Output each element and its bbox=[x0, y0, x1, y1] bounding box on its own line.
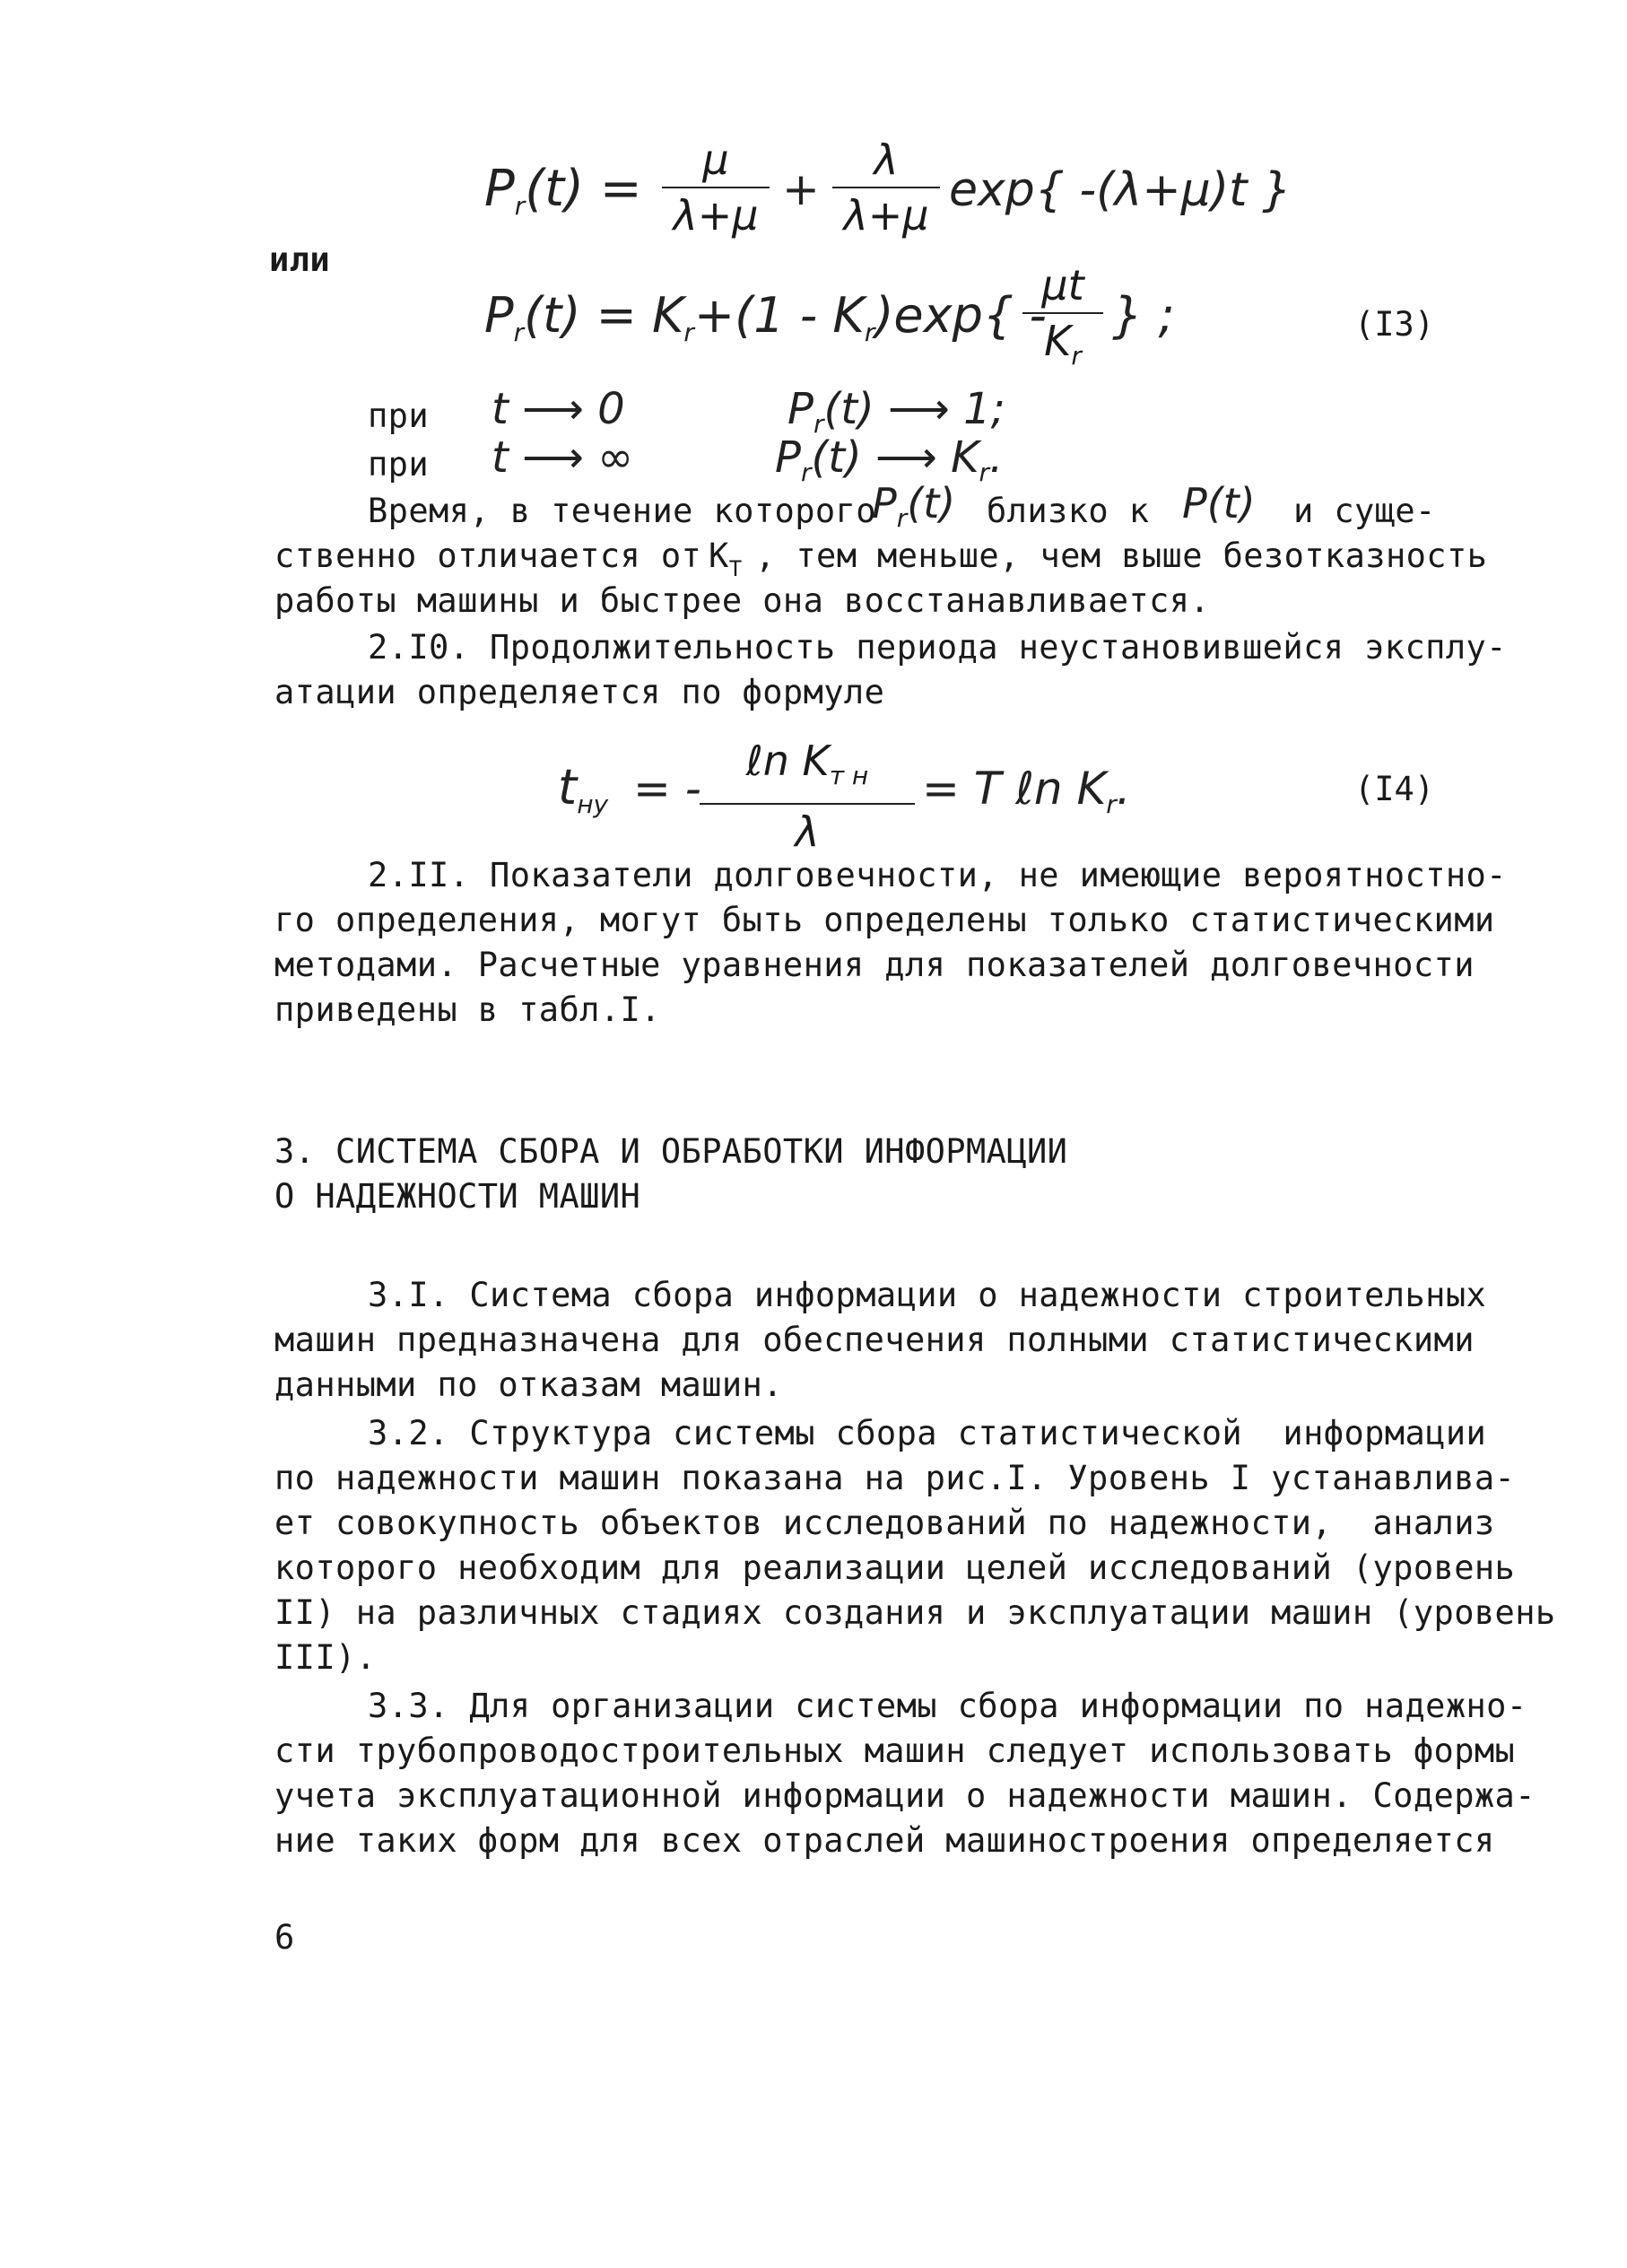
para-time-line-1b: близко к bbox=[987, 492, 1150, 530]
limit-condition-2: t ⟶ ∞ bbox=[492, 432, 634, 483]
para-time-line-2b: , тем меньше, чем выше безотказность bbox=[755, 536, 1488, 575]
para-3-2-line-5: II) на различных стадиях создания и эксплуатации машин (уровень bbox=[274, 1593, 1556, 1632]
formula-14-eq: = - bbox=[633, 763, 701, 815]
para-time-line-1a: Время, в течение которого bbox=[368, 492, 876, 530]
page-number: 6 bbox=[274, 1918, 295, 1957]
formula-12-fraction-2: λ λ+μ bbox=[832, 135, 940, 240]
para-3-3-line-4: ние таких форм для всех отраслей машиностроения определяется bbox=[274, 1821, 1495, 1860]
formula-12-exponent: exp{ -(λ+μ)t } bbox=[949, 163, 1292, 217]
limit-label-1: при bbox=[368, 397, 430, 435]
para-2-11-line-2: го определения, могут быть определены только статистическими bbox=[274, 901, 1495, 939]
equation-number-14: (I4) bbox=[1354, 770, 1435, 808]
formula-12-plus: + bbox=[782, 163, 820, 215]
para-3-2-line-1: 3.2. Структура системы сбора статистической информации bbox=[368, 1414, 1487, 1452]
formula-14-rhs: = T ℓn $K_r$. bbox=[922, 763, 1131, 819]
formula-13-end: } ; bbox=[1112, 287, 1175, 344]
para-time-line-1c: и суще- bbox=[1293, 492, 1436, 530]
para-2-10-line-1: 2.I0. Продолжительность периода неустановившейся эксплу- bbox=[368, 628, 1507, 667]
section-heading-line-1: 3. СИСТЕМА СБОРА И ОБРАБОТКИ ИНФОРМАЦИИ bbox=[274, 1132, 1068, 1171]
equation-number-13: (I3) bbox=[1354, 305, 1435, 344]
para-2-11-line-3: методами. Расчетные уравнения для показателей долговечности bbox=[274, 946, 1475, 984]
limit-result-2: $P_r(t)$ ⟶ $K_r$. bbox=[775, 432, 1004, 487]
limit-condition-1: t ⟶ 0 bbox=[492, 384, 625, 434]
word-or: или bbox=[269, 240, 331, 279]
para-time-kt: $К_Т$ bbox=[709, 536, 743, 581]
formula-14-lhs: $t_{нy}$ bbox=[558, 759, 609, 819]
para-3-3-line-2: сти трубопроводостроительных машин следует использовать формы bbox=[274, 1732, 1516, 1770]
para-2-11-line-1: 2.II. Показатели долговечности, не имеющие вероятностно- bbox=[368, 856, 1507, 894]
para-2-10-line-2: атации определяется по формуле bbox=[274, 673, 885, 711]
limit-result-1: $P_r(t)$ ⟶ 1; bbox=[787, 384, 1005, 439]
para-time-formula-p: P(t) bbox=[1182, 479, 1256, 528]
para-time-formula-pr: $P_r(t)$ bbox=[872, 479, 956, 533]
para-3-1-line-1: 3.I. Система сбора информации о надежности строительных bbox=[368, 1276, 1487, 1314]
para-time-line-3: работы машины и быстрее она восстанавливается. bbox=[274, 581, 1211, 620]
formula-12-lhs: $P_r(t)$ = bbox=[484, 160, 642, 221]
para-3-2-line-2: по надежности машин показана на рис.I. Уровень I устанавлива- bbox=[274, 1459, 1516, 1497]
formula-14-fraction: ℓn $K_{т н}$ λ bbox=[700, 736, 915, 857]
formula-12-fraction-1: μ λ+μ bbox=[662, 135, 770, 240]
para-3-3-line-3: учета эксплуатационной информации о надежности машин. Содержа- bbox=[274, 1776, 1536, 1815]
para-3-2-line-3: ет совокупность объектов исследований по надежности, анализ bbox=[274, 1504, 1495, 1542]
para-3-2-line-6: III). bbox=[274, 1638, 377, 1677]
para-3-1-line-2: машин предназначена для обеспечения полными статистическими bbox=[274, 1321, 1475, 1359]
para-3-1-line-3: данными по отказам машин. bbox=[274, 1365, 783, 1404]
formula-13-fraction: μt $K_r$ bbox=[1022, 260, 1103, 381]
para-3-2-line-4: которого необходим для реализации целей исследований (уровень bbox=[274, 1548, 1516, 1587]
para-time-line-2a: ственно отличается от bbox=[274, 536, 702, 575]
para-2-11-line-4: приведены в табл.I. bbox=[274, 990, 661, 1029]
section-heading-line-2: О НАДЕЖНОСТИ МАШИН bbox=[274, 1177, 641, 1216]
para-3-3-line-1: 3.3. Для организации системы сбора информации по надежно- bbox=[368, 1687, 1527, 1725]
limit-label-2: при bbox=[368, 445, 430, 484]
formula-13-body: $P_r(t) = K_r+(1 - K_r)\exp${ - bbox=[484, 287, 1047, 347]
